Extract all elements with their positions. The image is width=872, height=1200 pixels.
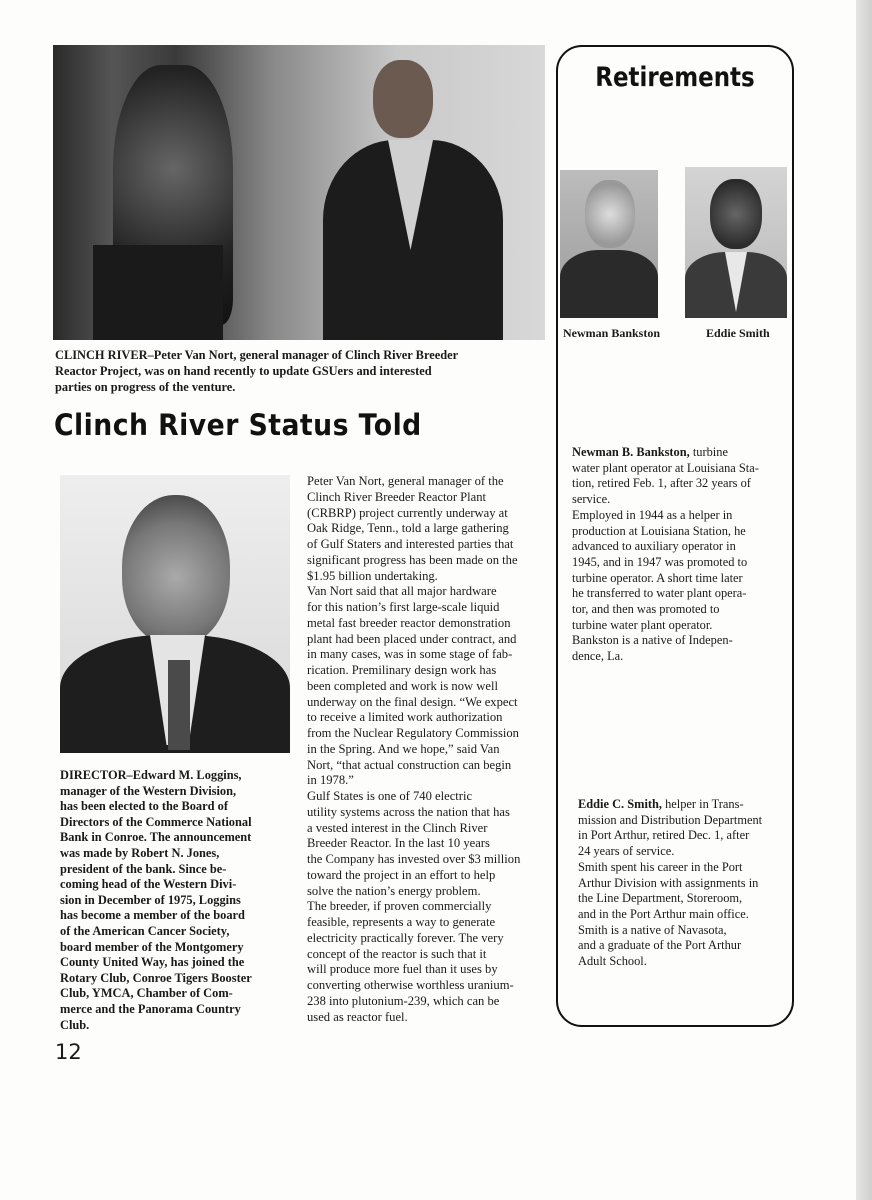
scan-edge [856, 0, 872, 1200]
photo-eddie-smith [685, 167, 787, 318]
page-number: 12 [55, 1040, 82, 1064]
top-photo-caption: CLINCH RIVER–Peter Van Nort, general manager of Clinch River Breeder Reactor Project, was on hand recently to update GSUers and interested parties on progress of the venture. [55, 348, 459, 394]
headline: Clinch River Status Told [54, 408, 422, 442]
article-body: Peter Van Nort, general manager of the Clinch River Breeder Reactor Plant (CRBRP) project currently underway at Oak Ridge, Tenn., told a large gathering of Gulf Staters and interested parties that significant progress has been made on the $1.95 billion undertaking. Van Nort said that all major hardware for this nation’s first large-scale liquid metal fast breeder reactor demonstration plant had been placed under contract, and in many cases, was in some stage of fab- rication. Premilinary design work has been completed and work is now well underway on the final design. “We expect to receive a limited work authorization from the Nuclear Regulatory Commission in the Spring. And we hope,” said Van Nort, “that actual construction can begin in 1978.” Gulf States is one of 740 electric utility systems across the nation that has a vested interest in the Clinch River Breeder Reactor. In the last 10 years the Company has invested over $3 million toward the project in an effort to help solve the nation’s energy problem. The breeder, if proven commercially feasible, represents a way to generate electricity practically forever. The very concept of the reactor is such that it will produce more fuel than it uses by converting otherwise worthless uranium- 238 into plutonium-239, which can be used as reactor fuel. [307, 474, 521, 1024]
director-caption: DIRECTOR–Edward M. Loggins, manager of the Western Division, has been elected to the Board of Directors of the Commerce National Bank in Conroe. The announcement was made by Robert N. Jones, president of the bank. Since be- coming head of the Western Divi- sion in December of 1975, Loggins has become a member of the board of the American Cancer Society, board member of the Montgomery County United Way, has joined the Rotary Club, Conroe Tigers Booster Club, YMCA, Chamber of Com- merce and the Panorama Country Club. [60, 768, 252, 1032]
name-eddie-smith: Eddie Smith [706, 326, 770, 340]
smith-bio-lead: Eddie C. Smith, [578, 797, 662, 811]
photo-newman-bankston [560, 170, 658, 318]
retirements-title: Retirements [595, 62, 755, 93]
bankston-bio [572, 445, 759, 665]
smith-bio-body: helper in Trans- mission and Distribution Department in Port Arthur, retired Dec. 1, after 24 years of service. Smith spent his career in the Port Arthur Division with assignments in the Line Department, Storeroom, and in the Port Arthur main office. Smith is a native of Navasota, and a graduate of the Port Arthur Adult School. [578, 797, 763, 969]
smith-bio [578, 797, 762, 970]
photo-edward-loggins [60, 475, 290, 753]
photo-van-nort-speaking [53, 45, 545, 340]
bankston-bio-lead: Newman B. Bankston, [572, 445, 690, 459]
bankston-bio-body: turbine water plant operator at Louisiana Sta- tion, retired Feb. 1, after 32 years of service. Employed in 1944 as a helper in production at Louisiana Station, he advanced to auxiliary operator in 1945, and in 1947 was promoted to turbine operator. A short time later he transferred to water plant opera- tor, and then was promoted to turbine water plant operator. Bankston is a native of Indepen- dence, La. [572, 445, 759, 664]
name-newman-bankston: Newman Bankston [563, 326, 661, 340]
